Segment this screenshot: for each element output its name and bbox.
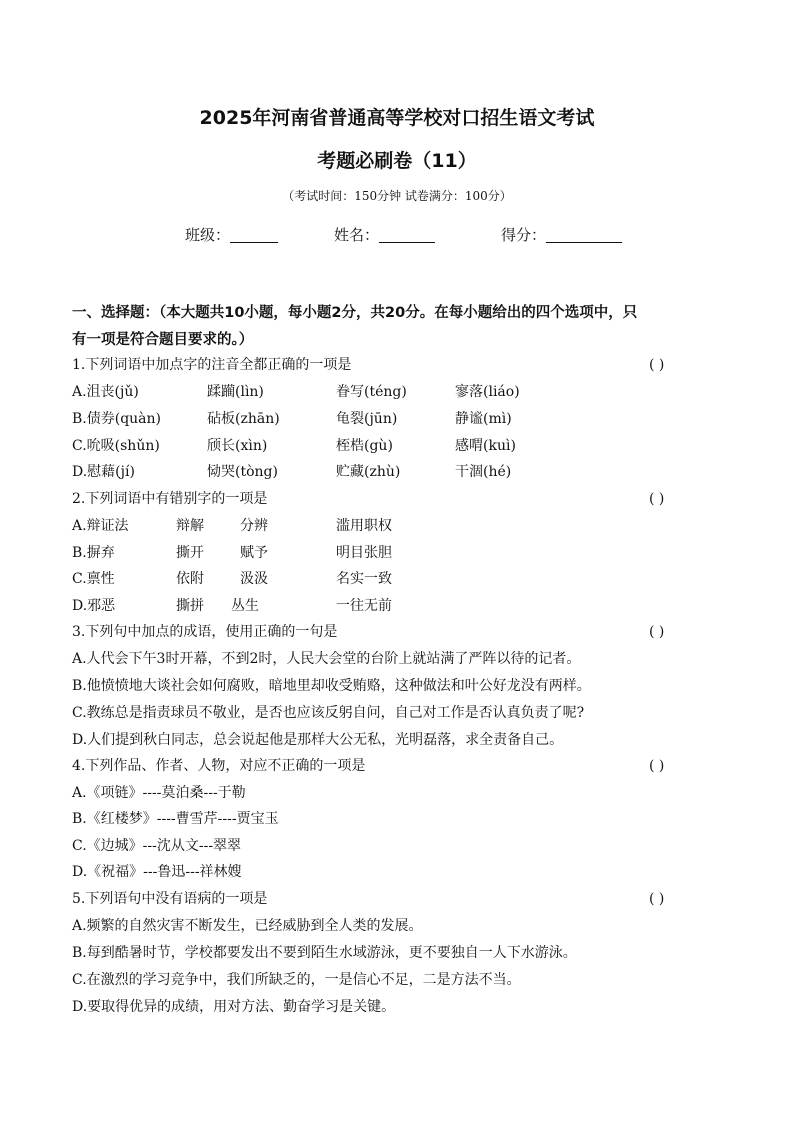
option-cell: 分辨 <box>240 518 268 534</box>
option-cell: 明目张胆 <box>336 545 392 561</box>
option-cell: 汲汲 <box>240 571 268 587</box>
answer-paren-3[interactable]: ( ) <box>649 624 665 640</box>
q4-option-d: D.《祝福》---鲁迅---祥林嫂 <box>72 864 242 880</box>
option-cell: 寥落(liáo) <box>455 384 520 400</box>
q1-option-b <box>72 409 672 429</box>
option-cell: 眷写(téng) <box>336 384 407 400</box>
option-cell: C.禀性 <box>72 571 115 587</box>
class-blank[interactable] <box>230 228 278 243</box>
option-cell: 静谧(mì) <box>455 411 512 427</box>
option-cell: 撕开 <box>176 545 204 561</box>
option-cell: 贮藏(zhù) <box>336 464 401 480</box>
class-label: 班级： <box>185 226 231 244</box>
exam-time-info: （考试时间：150分钟 试卷满分：100分） <box>282 189 512 203</box>
option-cell: 一往无前 <box>336 598 392 614</box>
score-label: 得分： <box>501 226 547 244</box>
q5-option-b: B.每到酷暑时节，学校都要发出不要到陌生水域游泳，更不要独自一人下水游泳。 <box>72 945 577 961</box>
question-2-stem: 2.下列词语中有错别字的一项是 <box>72 491 268 507</box>
option-cell: 辩解 <box>176 518 204 534</box>
exam-title: 2025年河南省普通高等学校对口招生语文考试 <box>199 107 595 129</box>
q5-option-c: C.在激烈的学习竞争中，我们所缺乏的，一是信心不足，二是方法不当。 <box>72 972 521 988</box>
option-cell: D.邪恶 <box>72 598 116 614</box>
class-field <box>185 224 278 245</box>
name-label: 姓名： <box>334 226 380 244</box>
option-cell: 干涸(hé) <box>455 464 512 480</box>
q5-option-a: A.频繁的自然灾害不断发生，已经威胁到全人类的发展。 <box>72 918 423 934</box>
score-field <box>501 224 622 245</box>
option-cell: A.辩证法 <box>72 518 129 534</box>
q3-option-c: C.教练总是指责球员不敬业，是否也应该反躬自问，自己对工作是否认真负责了呢? <box>72 705 585 721</box>
option-cell: 砧板(zhān) <box>207 411 280 427</box>
question-4-stem: 4.下列作品、作者、人物，对应不正确的一项是 <box>72 758 366 774</box>
answer-paren-4[interactable]: ( ) <box>649 758 665 774</box>
option-cell: A.沮丧(jǔ) <box>72 384 139 400</box>
q3-option-a: A.人代会下午3时开幕，不到2时，人民大会堂的台阶上就站满了严阵以待的记者。 <box>72 651 581 667</box>
answer-paren-5[interactable]: ( ) <box>649 891 665 907</box>
section-heading-cont: 有一项是符合题目要求的。） <box>72 332 254 348</box>
q3-option-d: D.人们提到秋白同志，总会说起他是那样大公无私，光明磊落，求全责备自己。 <box>72 732 564 748</box>
q4-option-b: B.《红楼梦》----曹雪芹----贾宝玉 <box>72 811 279 827</box>
q4-option-a: A.《项链》----莫泊桑---于勒 <box>72 785 246 801</box>
option-cell: 撕拼 <box>176 598 204 614</box>
score-blank[interactable] <box>546 228 622 243</box>
answer-paren-1[interactable]: ( ) <box>649 357 665 373</box>
option-cell: 桎梏(gù) <box>336 438 393 454</box>
option-cell: 滥用职权 <box>336 518 392 534</box>
exam-subtitle-title: 考题必刷卷（11） <box>317 150 477 172</box>
option-cell: 赋予 <box>240 545 268 561</box>
answer-paren-2[interactable]: ( ) <box>649 491 665 507</box>
q2-option-a <box>72 516 672 536</box>
option-cell: 龟裂(jūn) <box>336 411 398 427</box>
name-blank[interactable] <box>379 228 435 243</box>
option-cell: B.债券(quàn) <box>72 411 162 427</box>
question-1-stem: 1.下列词语中加点字的注音全都正确的一项是 <box>72 357 352 373</box>
option-cell: 名实一致 <box>336 571 392 587</box>
option-cell: 颀长(xìn) <box>207 438 268 454</box>
option-cell: 恸哭(tòng) <box>207 464 278 480</box>
q1-option-d <box>72 462 672 482</box>
option-cell: D.慰藉(jí) <box>72 464 135 480</box>
name-field <box>334 224 435 245</box>
section-heading: 一、选择题：（本大题共10小题，每小题2分，共20分。在每小题给出的四个选项中，只 <box>72 305 638 321</box>
option-cell: 丛生 <box>231 598 259 614</box>
q5-option-d: D.要取得优异的成绩，用对方法、勤奋学习是关键。 <box>72 999 396 1015</box>
q2-option-d <box>72 596 672 616</box>
option-cell: 感喟(kuì) <box>455 438 516 454</box>
q1-option-a <box>72 382 672 402</box>
q4-option-c: C.《边城》---沈从文---翠翠 <box>72 838 242 854</box>
option-cell: C.吮吸(shǔn) <box>72 438 160 454</box>
question-5-stem: 5.下列语句中没有语病的一项是 <box>72 891 268 907</box>
q1-option-c <box>72 436 672 456</box>
q2-option-c <box>72 569 672 589</box>
q2-option-b <box>72 543 672 563</box>
option-cell: 蹂躏(lìn) <box>207 384 264 400</box>
option-cell: B.摒弃 <box>72 545 115 561</box>
question-3-stem: 3.下列句中加点的成语，使用正确的一句是 <box>72 624 338 640</box>
q3-option-b: B.他愤愤地大谈社会如何腐败，暗地里却收受贿赂，这种做法和叶公好龙没有两样。 <box>72 678 591 694</box>
option-cell: 依附 <box>176 571 204 587</box>
